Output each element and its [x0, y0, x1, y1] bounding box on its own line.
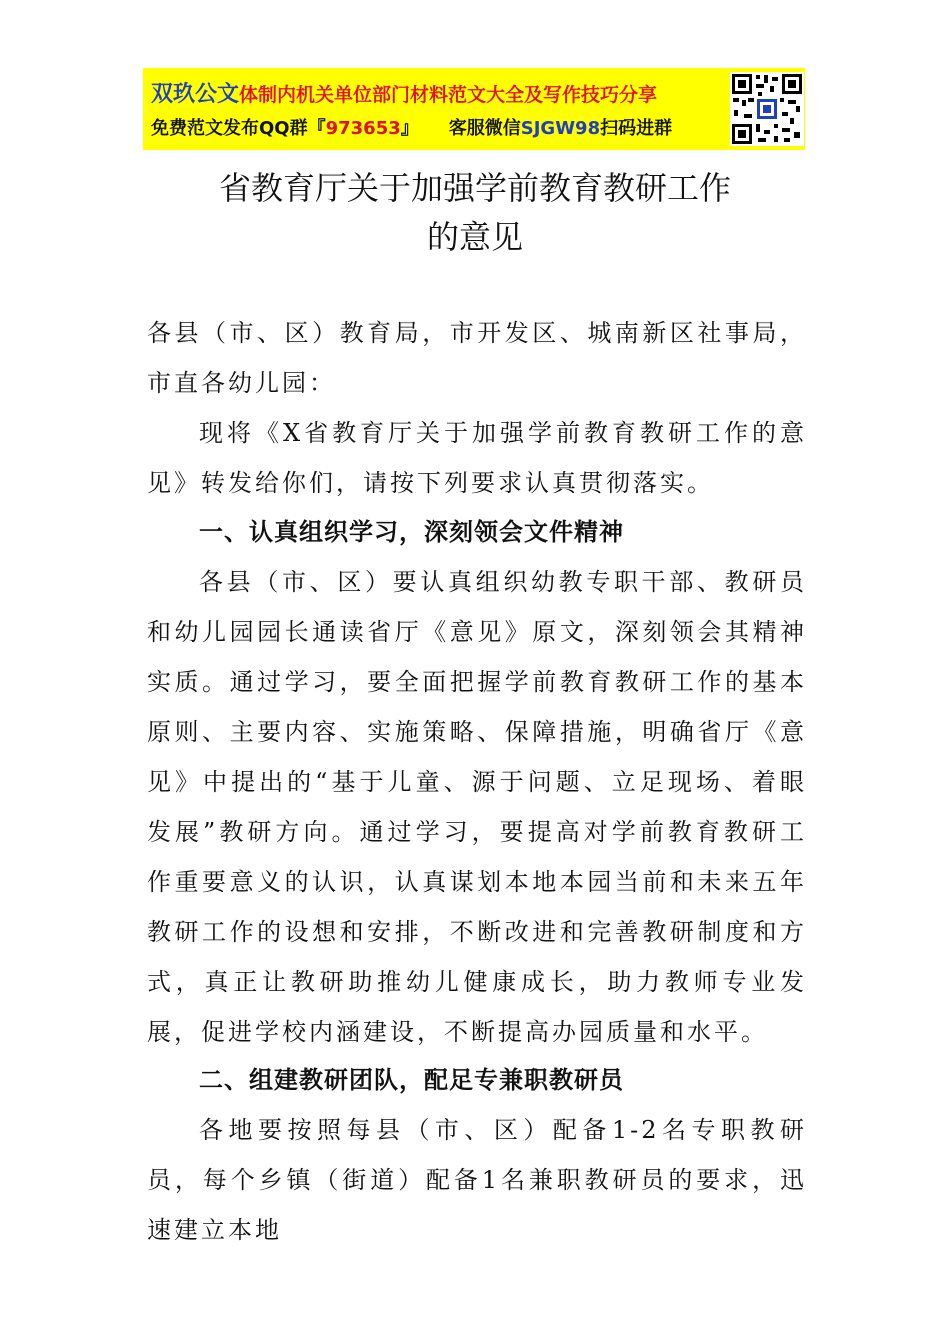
- document-title-line-2: 的意见: [426, 218, 523, 256]
- section-heading-1: 一、认真组织学习，深刻领会文件精神: [199, 518, 624, 546]
- banner-line-2: [151, 114, 672, 140]
- banner-qq-number: 973653: [325, 118, 401, 139]
- banner-wechat-label: 客服微信: [448, 118, 521, 139]
- banner-wechat-id: SJGW98: [520, 118, 601, 139]
- banner-slogan: 体制内机关单位部门材料范文大全及写作技巧分享: [239, 84, 658, 106]
- document-title-line-1: 省教育厅关于加强学前教育教研工作: [218, 169, 731, 207]
- banner-line-1: [151, 77, 657, 108]
- salutation: 各县（市、区）教育局，市开发区、城南新区社事局，市直各幼儿园：: [147, 319, 807, 397]
- section-heading-2: 二、组建教研团队，配足专兼职教研员: [199, 1066, 624, 1094]
- banner-scan-label: 扫码进群: [600, 118, 673, 139]
- section-1-paragraph: 各县（市、区）要认真组织幼教专职干部、教研员和幼儿园园长通读省厅《意见》原文，深刻领会其精神实质。通过学习，要全面把握学前教育教研工作的基本原则、主要内容、实施策略、保障措施，明确省厅《意见》中提出的“基于儿童、源于问题、立足现场、着眼发展”教研方向。通过学习，要提高对学前教育教研工作重要意义的认识，认真谋划本地本园当前和未来五年教研工作的设想和安排，不断改进和完善教研制度和方式，真正让教研助推幼儿健康成长，助力教师专业发展，促进学校内涵建设，不断提高办园质量和水平。: [147, 568, 807, 1046]
- banner-qq-label: 免费范文发布QQ群『: [151, 118, 326, 139]
- qr-code-icon: [730, 72, 804, 146]
- banner-brand: 双玖公文: [151, 82, 240, 107]
- promo-banner: [143, 68, 805, 150]
- section-2-paragraph: 各地要按照每县（市、区）配备1-2名专职教研员，每个乡镇（街道）配备1名兼职教研员的要求，迅速建立本地: [147, 1116, 807, 1244]
- intro-paragraph: 现将《X省教育厅关于加强学前教育教研工作的意见》转发给你们，请按下列要求认真贯彻落实。: [147, 419, 807, 497]
- banner-qq-close: 』: [400, 118, 419, 139]
